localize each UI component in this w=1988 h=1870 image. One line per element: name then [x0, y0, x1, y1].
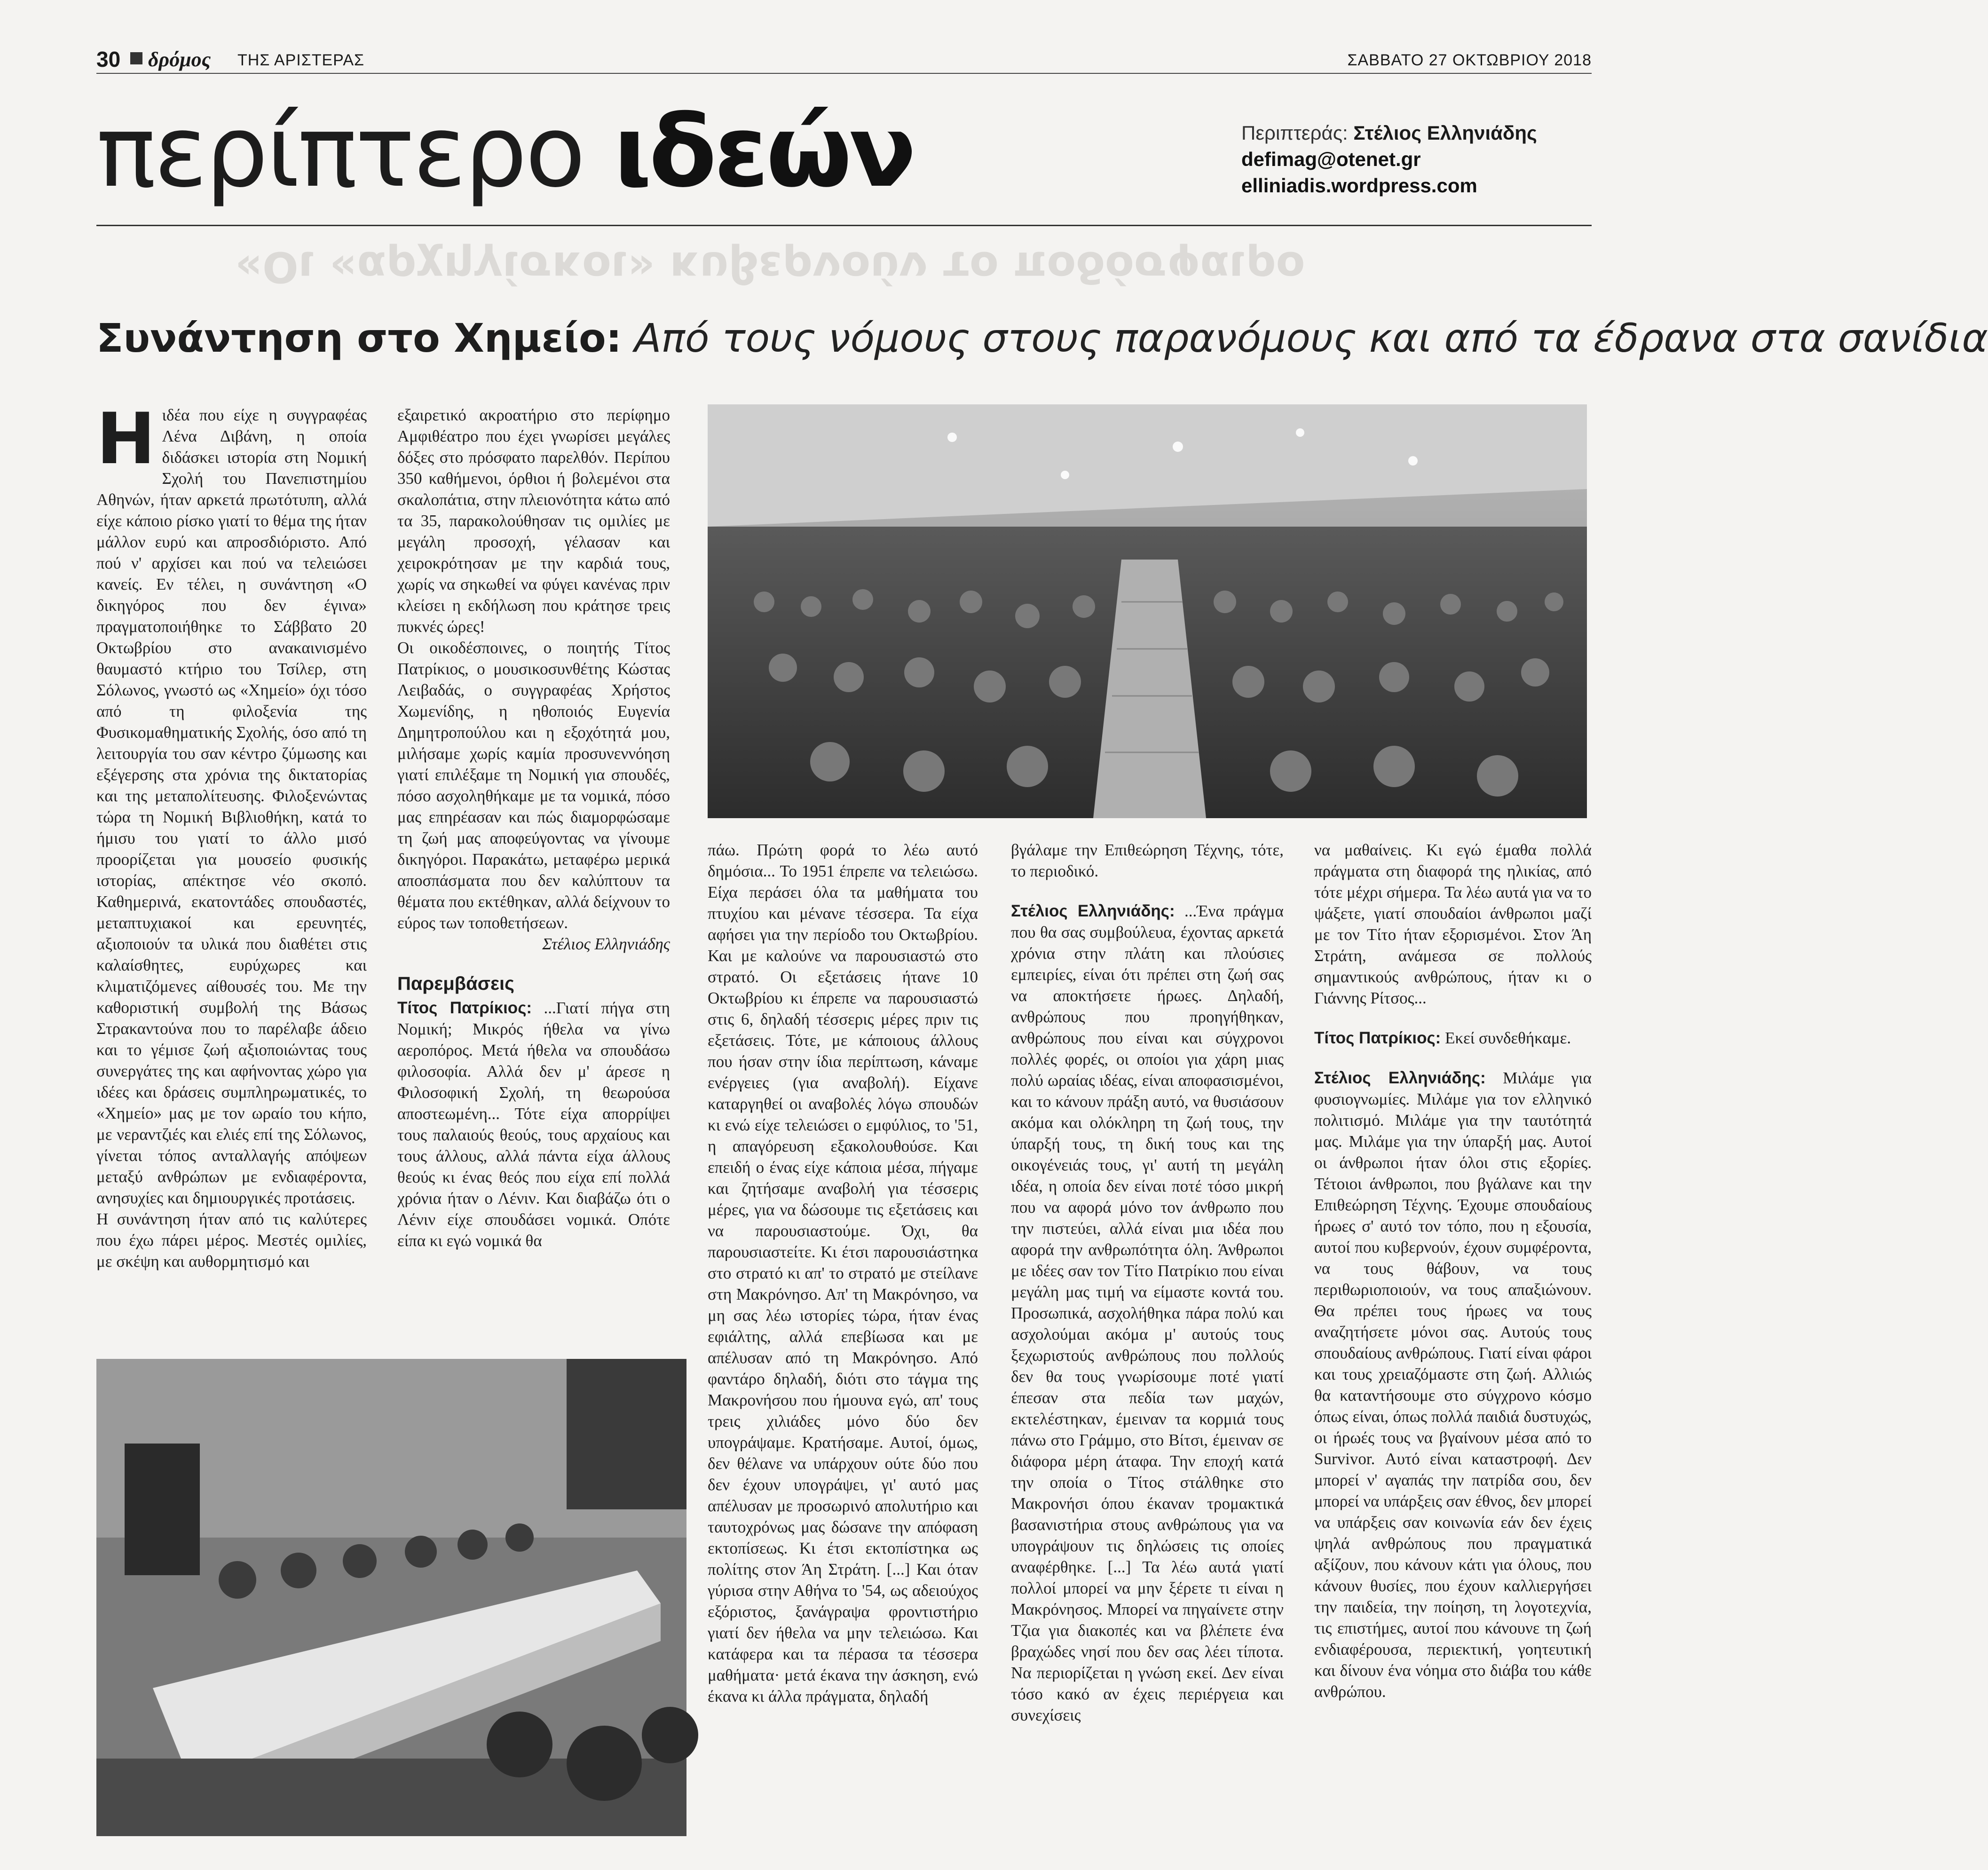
speaker-name: Στέλιος Ελληνιάδης: [1011, 902, 1175, 920]
audience-photo-graphic [708, 404, 1587, 818]
issue-date: ΣΑΒΒΑΤΟ 27 ΟΚΤΩΒΡΙΟΥ 2018 [1347, 51, 1592, 69]
signature: Στέλιος Ελληνιάδης [542, 935, 670, 953]
headline-italic: Από τους νόμους στους παρανόμους και από τα έδρανα στα σανίδια [622, 315, 1988, 361]
paragraph: Οι οικοδέσποινες, ο ποιητής Τίτος Πατρίκιος, ο μουσικοσυνθέτης Κώστας Λειβαδάς, ο συγγραφέας Χρήστος Χωμενίδης, η ηθοποιός Ευγενία Δημητροπούλου και η εξοχότητά μου, μιλήσαμε χωρίς καμία προσυνεννόηση γιατί επιλέξαμε τη Νομική για σπουδές, πόσο ασχοληθήκαμε με τα νομικά, πόσο μας επηρέασαν και πώς διαμορφώσαμε τη ζωή μας αποφεύγοντας να γίνουμε δικηγόροι. Παρακάτω, μεταφέρω μερικά αποσπάσματα που δεν καλύπτουν τα θέματα που εκτέθηκαν, αλλά δείχνουν το εύρος των τοποθετήσεων. [397, 639, 670, 932]
square-bullet-icon [130, 52, 142, 64]
speaker-name: Στέλιος Ελληνιάδης: [1314, 1069, 1486, 1087]
section-masthead [96, 94, 943, 216]
speaker-name: Τίτος Πατρίκιος: [1314, 1029, 1441, 1047]
paragraph: Στέλιος Ελληνιάδης: ...Ένα πράγμα που θα σας συμβούλευα, έχοντας αρκετά χρόνια στην πλάτη και πλούσιες εμπειρίες, είναι ότι πρέπει στη ζωή σας να αποκτήσετε ήρωες. Δηλαδή, ανθρώπους που προηγήθηκαν, ανθρώπους που είναι και σύγχρονοι πολλές φορές, οι οποίοι για χάρη μιας πολύ ωραίας ιδέας, είναι αποφασισμένοι, και το κάνουν πράξη αυτό, να θυσιάσουν ακόμα και ολόκληρη τη ζωή τους, την ύπαρξή τους, τη δική τους και της οικογένειάς τους, γι' αυτή τη μεγάλη ιδέα, η οποία δεν είναι ποτέ τόσο μικρή που να αφορά μόνο τον άνθρωπο που την πιστεύει, αλλά είναι μια ιδέα που αφορά την ανθρωπότητα όλη. Άνθρωποι με ιδέες σαν τον Τίτο Πατρίκιο που είναι μεγάλη μας τιμή να είμαστε κοντά του. Προσωπικά, ασχολήθηκα πάρα πολύ και ασχολούμαι ακόμα μ' αυτούς τους ξεχωριστούς ανθρώπους που πολλούς δεν θα τους γνωρίσουμε ποτέ γιατί έπεσαν στα πεδία των μαχών, εκτελέστηκαν, έμειναν τα κορμιά τους πάνω στο Γράμμο, στο Βίτσι, έμειναν σε διάφορα μέρη άταφα. Την εποχή κατά την οποία ο Τίτος στάλθηκε στο Μακρονήσι όπου έκαναν τρομακτικά βασανιστήρια στους ανθρώπους για να υπογράψουν τις δηλώσεις τις οποίες αναφέρθηκε. [...] Τα λέω αυτά γιατί πολλοί μπορεί να μην ξέρετε τι είναι η Μακρόνησος. Μπορεί να πηγαίνετε στην Τζια για διακοπές και να βλέπετε ένα βραχώδες νησί που δεν σας λέει τίποτα. Να περιορίζεται η γνώση εκεί. Δεν είναι τόσο κακό αν έχεις περιέργεια και συνεχίσεις [1011, 902, 1284, 1724]
brand-suffix: ΤΗΣ ΑΡΙΣΤΕΡΑΣ [237, 51, 365, 69]
panel-speakers-photo [96, 1359, 686, 1836]
masthead-bold: ιδεών [613, 94, 914, 209]
panel-photo-graphic [96, 1359, 686, 1836]
masthead-rule [96, 225, 1592, 226]
editor-site: elliniadis.wordpress.com [1241, 174, 1477, 197]
article-column-3 [708, 839, 978, 1841]
paragraph: Στέλιος Ελληνιάδης: Μιλάμε για φυσιογνωμίες. Μιλάμε για τον ελληνικό πολιτισμό. Μιλάμε για την ταυτότητά μας. Μιλάμε για την ύπαρξή μας. Αυτοί οι άνθρωποι ήταν όλοι στις εξορίες. Τέτοιοι άνθρωποι, που βγάλανε και την Επιθεώρηση Τέχνης. Έχουμε σπουδαίους ήρωες σ' αυτό τον τόπο, που η εξουσία, αυτοί που κυβερνούν, έχουν συμφέροντα, να τους θάβουν, να τους περιθωριοποιούν, να τους απαξιώνουν. Θα πρέπει τους ήρωες να τους αναζητήσετε μόνοι σας. Αυτούς τους σπουδαίους ανθρώπους. Γιατί είναι φάροι και τους χρειαζόμαστε στη ζωή. Αλλιώς θα καταντήσουμε στο σύγχρονο κόσμο όπως είναι, όπως πολλά παιδιά δυστυχώς, οι ήρωές τους να βγαίνουν μέσα από το Survivor. Αυτό είναι καταστροφή. Δεν μπορεί ν' αγαπάς την πατρίδα σου, δεν μπορεί να υπάρξεις σαν έθνος, δεν μπορεί να υπάρξεις σαν κοινωνία εάν δεν έχεις ψηλά ανθρώπους που πραγματικά αξίζουν, που κάνουν κάτι για όλους, που κάνουν θυσίες, που έχουν καλλιεργήσει την παιδεία, την ποίηση, τη λογοτεχνία, τις επιστήμες, αυτοί που κάνουνε τη ζωή ενδιαφέρουσα, περιεκτική, γοητευτική και δίνουν ένα νόημα στο διάβα του κάθε ανθρώπου. [1314, 1069, 1592, 1701]
paragraph: εξαιρετικό ακροατήριο στο περίφημο Αμφιθέατρο που έχει γνωρίσει μεγάλες δόξες στο πρόσφατο παρελθόν. Περίπου 350 καθήμενοι, όρθιοι ή βολεμένοι στα σκαλοπάτια, στην πλειονότητα κάτω από τα 35, παρακολούθησαν τις ομιλίες με μεγάλη προσοχή, γέλασαν και χειροκρότησαν με την καρδιά τους, χωρίς να σηκωθεί να φύγει κανένας πριν κλείσει η εκδήλωση που κράτησε τρεις πυκνές ώρες! [397, 406, 670, 636]
brand-name: δρόμος [148, 48, 211, 71]
paragraph: Τίτος Πατρίκιος: Εκεί συνδεθήκαμε. [1314, 1029, 1571, 1047]
drop-cap: Η [96, 398, 156, 480]
page-header-strip [96, 45, 1592, 74]
paragraph: βγάλαμε την Επιθεώρηση Τέχνης, τότε, το περιοδικό. [1011, 841, 1284, 880]
editor-name: Στέλιος Ελληνιάδης [1353, 122, 1537, 144]
speaker-name: Τίτος Πατρίκιος: [397, 999, 532, 1017]
editor-label: Περιπτεράς: [1241, 122, 1354, 144]
amphitheatre-audience-photo [708, 404, 1587, 818]
subheading: Παρεμβάσεις [397, 973, 514, 994]
editor-box [1241, 120, 1599, 199]
paragraph: πάω. Πρώτη φορά το λέω αυτό δημόσια... Το 1951 έπρεπε να τελειώσω. Είχα περάσει όλα τα μαθήματα του πτυχίου και μένανε τέσσερα. Τα είχα αφήσει για την περίοδο του Οκτωβρίου. Και με καλούνε να παρουσιαστώ στο στρατό. Οι εξετάσεις ήτανε 10 Οκτωβρίου κι έπρεπε να παρουσιαστώ στις 6, δηλαδή τέσσερις μέρες πριν τις εξετάσεις. Τότε, με κάποιους άλλους που ήσαν στην ίδια περίπτωση, κάναμε ενέργειες (για αναβολή). Είχανε καταργηθεί οι αναβολές λόγω σπουδών κι ενώ είχε τελειώσει ο εμφύλιος, το '51, η απαγόρευση εξακολουθούσε. Και επειδή ο ένας είχε κάποια μέσα, πήγαμε και ζητήσαμε αναβολή για τέσσερις μέρες, για να δώσουμε τις εξετάσεις και να παρουσιαστούμε. Όχι, θα παρουσιαστείτε. Κι έτσι παρουσιάστηκα στο στρατό κι απ' το στρατό με στείλανε στη Μακρόνησο. Απ' τη Μακρόνησο, να μη σας λέω ιστορίες τώρα, ήταν ένας εφιάλτης, αλλά επεβίωσα και με απέλυσαν από τη Μακρόνησο. Από φαντάρο δηλαδή, διότι στο τάγμα της Μακρονήσου που ήμουνα εγώ, απ' τους τρεις χιλιάδες μόνο δύο δεν υπογράψαμε. Κρατήσαμε. Αυτοί, όμως, δεν θέλανε να υπάρχουν ούτε δύο που δεν έχουν υπογράψει, γι' αυτό μας απέλυσαν με προσωρινό απολυτήριο και ταυτοχρόνως μας δώσανε την απόφαση εκτοπίσεως. Κι έτσι εκτοπίστηκα ως πολίτης στον Άη Στράτη. [...] Και όταν γύρισα στην Αθήνα το '54, ως αδειούχος εξόριστος, ξανάγραψα φροντιστήριο γιατί δεν ήθελα να μην τελειώσω. Και κατάφερα και τα πέρασα τα τέσσερα μαθήματα· μετά έκανα την άσκηση, ενώ έκανα κι άλλα πράγματα, δηλαδή [708, 841, 978, 1705]
editor-email: defimag@otenet.gr [1241, 148, 1421, 170]
paragraph: να μαθαίνεις. Κι εγώ έμαθα πολλά πράγματα στη διαφορά της ηλικίας, από τότε μέχρι σήμερα. Τα λέω αυτά για να το ψάξετε, γιατί σπουδαίοι άνθρωποι μαζί με τον Τίτο ήταν εξορισμένοι. Στον Άη Στράτη, ανάμεσα σε πολλούς σημαντικούς ανθρώπους, ήταν κι ο Γιάννης Ρίτσος... [1314, 841, 1592, 1007]
article-column-5 [1314, 839, 1592, 1841]
article-column-2 [397, 404, 670, 1345]
page-number: 30 [96, 47, 121, 71]
article-headline [96, 315, 1988, 371]
headline-bold: Συνάντηση στο Χημείο: [96, 315, 622, 361]
paragraph: Τίτος Πατρίκιος: ...Γιατί πήγα στη Νομική; Μικρός ήθελα να γίνω αεροπόρος. Μετά ήθελα να σπουδάσω φιλοσοφία. Αλλά δεν μ' άρεσε η Φιλοσοφική Σχολή, τη θεωρούσα αποστεωμένη... Τότε είχα απορρίψει τους παλαιούς θεούς, τους αρχαίους και τους άλλους, αλλά πάντα είχα άλλους θεούς κι ένας θεός που είχα επί πολλά χρόνια ήταν ο Λένιν. Και διαβάζω ότι ο Λένιν είχε σπουδάσει νομικά. Οπότε είπα κι εγώ νομικά θα [397, 999, 670, 1250]
paragraph: ιδέα που είχε η συγγραφέας Λένα Διβάνη, η οποία διδάσκει ιστορία στη Νομική Σχολή του Πανεπιστημίου Αθηνών, ήταν αρκετά πρωτότυπη, αλλά είχε κάποιο ρίσκο γιατί το θέμα της ήταν μάλλον ευρύ και απροσδιόριστο. Από πού ν' αρχίσει και πού να τελειώσει κανείς. Εν τέλει, η συνάντηση «Ο δικηγόρος που δεν έγινα» πραγματοποιήθηκε το Σάββατο 20 Οκτωβρίου στο ανακαινισμένο θαυμαστό κτήριο του Τσίλερ, στη Σόλωνος, γνωστό ως «Χημείο» όχι τόσο από τη φιλοξενία της Φυσικομαθηματικής Σχολής, όσο από τη λειτουργία του σαν κέντρο ζύμωσης και εξέγερσης στα χρόνια της δικτατορίας και της μεταπολίτευσης. Φιλοξενώντας τώρα τη Νομική Βιβλιοθήκη, κατά το ήμισυ του γιατί το άλλο μισό προορίζεται για μουσείο φυσικής ιστορίας, απέκτησε νέο σκοπό. Καθημερινά, εκατοντάδες σπουδαστές, μεταπτυχιακοί και ερευνητές, αξιοποιούν τα υλικά που διαθέτει στις καλαίσθητες, ευρύχωρες και κλιματιζόμενες αίθουσές του. Με την καθοριστική συμβολή της Βάσως Στρακαντούνα που το παρέλαβε άδειο και το γέμισε ζωή αξιοποιώντας τους συνεργάτες της και αφήνοντας χώρο για ιδέες και δράσεις συμπληρωματικές, το «Χημείο» μας με τον ωραίο του κήπο, με νεραντζιές και ελιές επί της Σόλωνος, γίνεται τόπος ανταλλαγής απόψεων μεταξύ ανθρώπων με ενδιαφέροντα, ανησυχίες και δημιουργικές προτάσεις. [96, 406, 367, 1207]
article-column-1 [96, 398, 367, 1345]
masthead-light: περίπτερο [96, 94, 614, 209]
paragraph: Η συνάντηση ήταν από τις καλύτερες που έχω πάρει μέρος. Μεστές ομιλίες, με σκέψη και αυθορμητισμό και [96, 1210, 367, 1270]
bleed-through-text: «Οι «αρχηγίσκοι» κυβερνούν το ποδόσφαιρο [235, 242, 1305, 292]
article-column-4 [1011, 839, 1284, 1841]
